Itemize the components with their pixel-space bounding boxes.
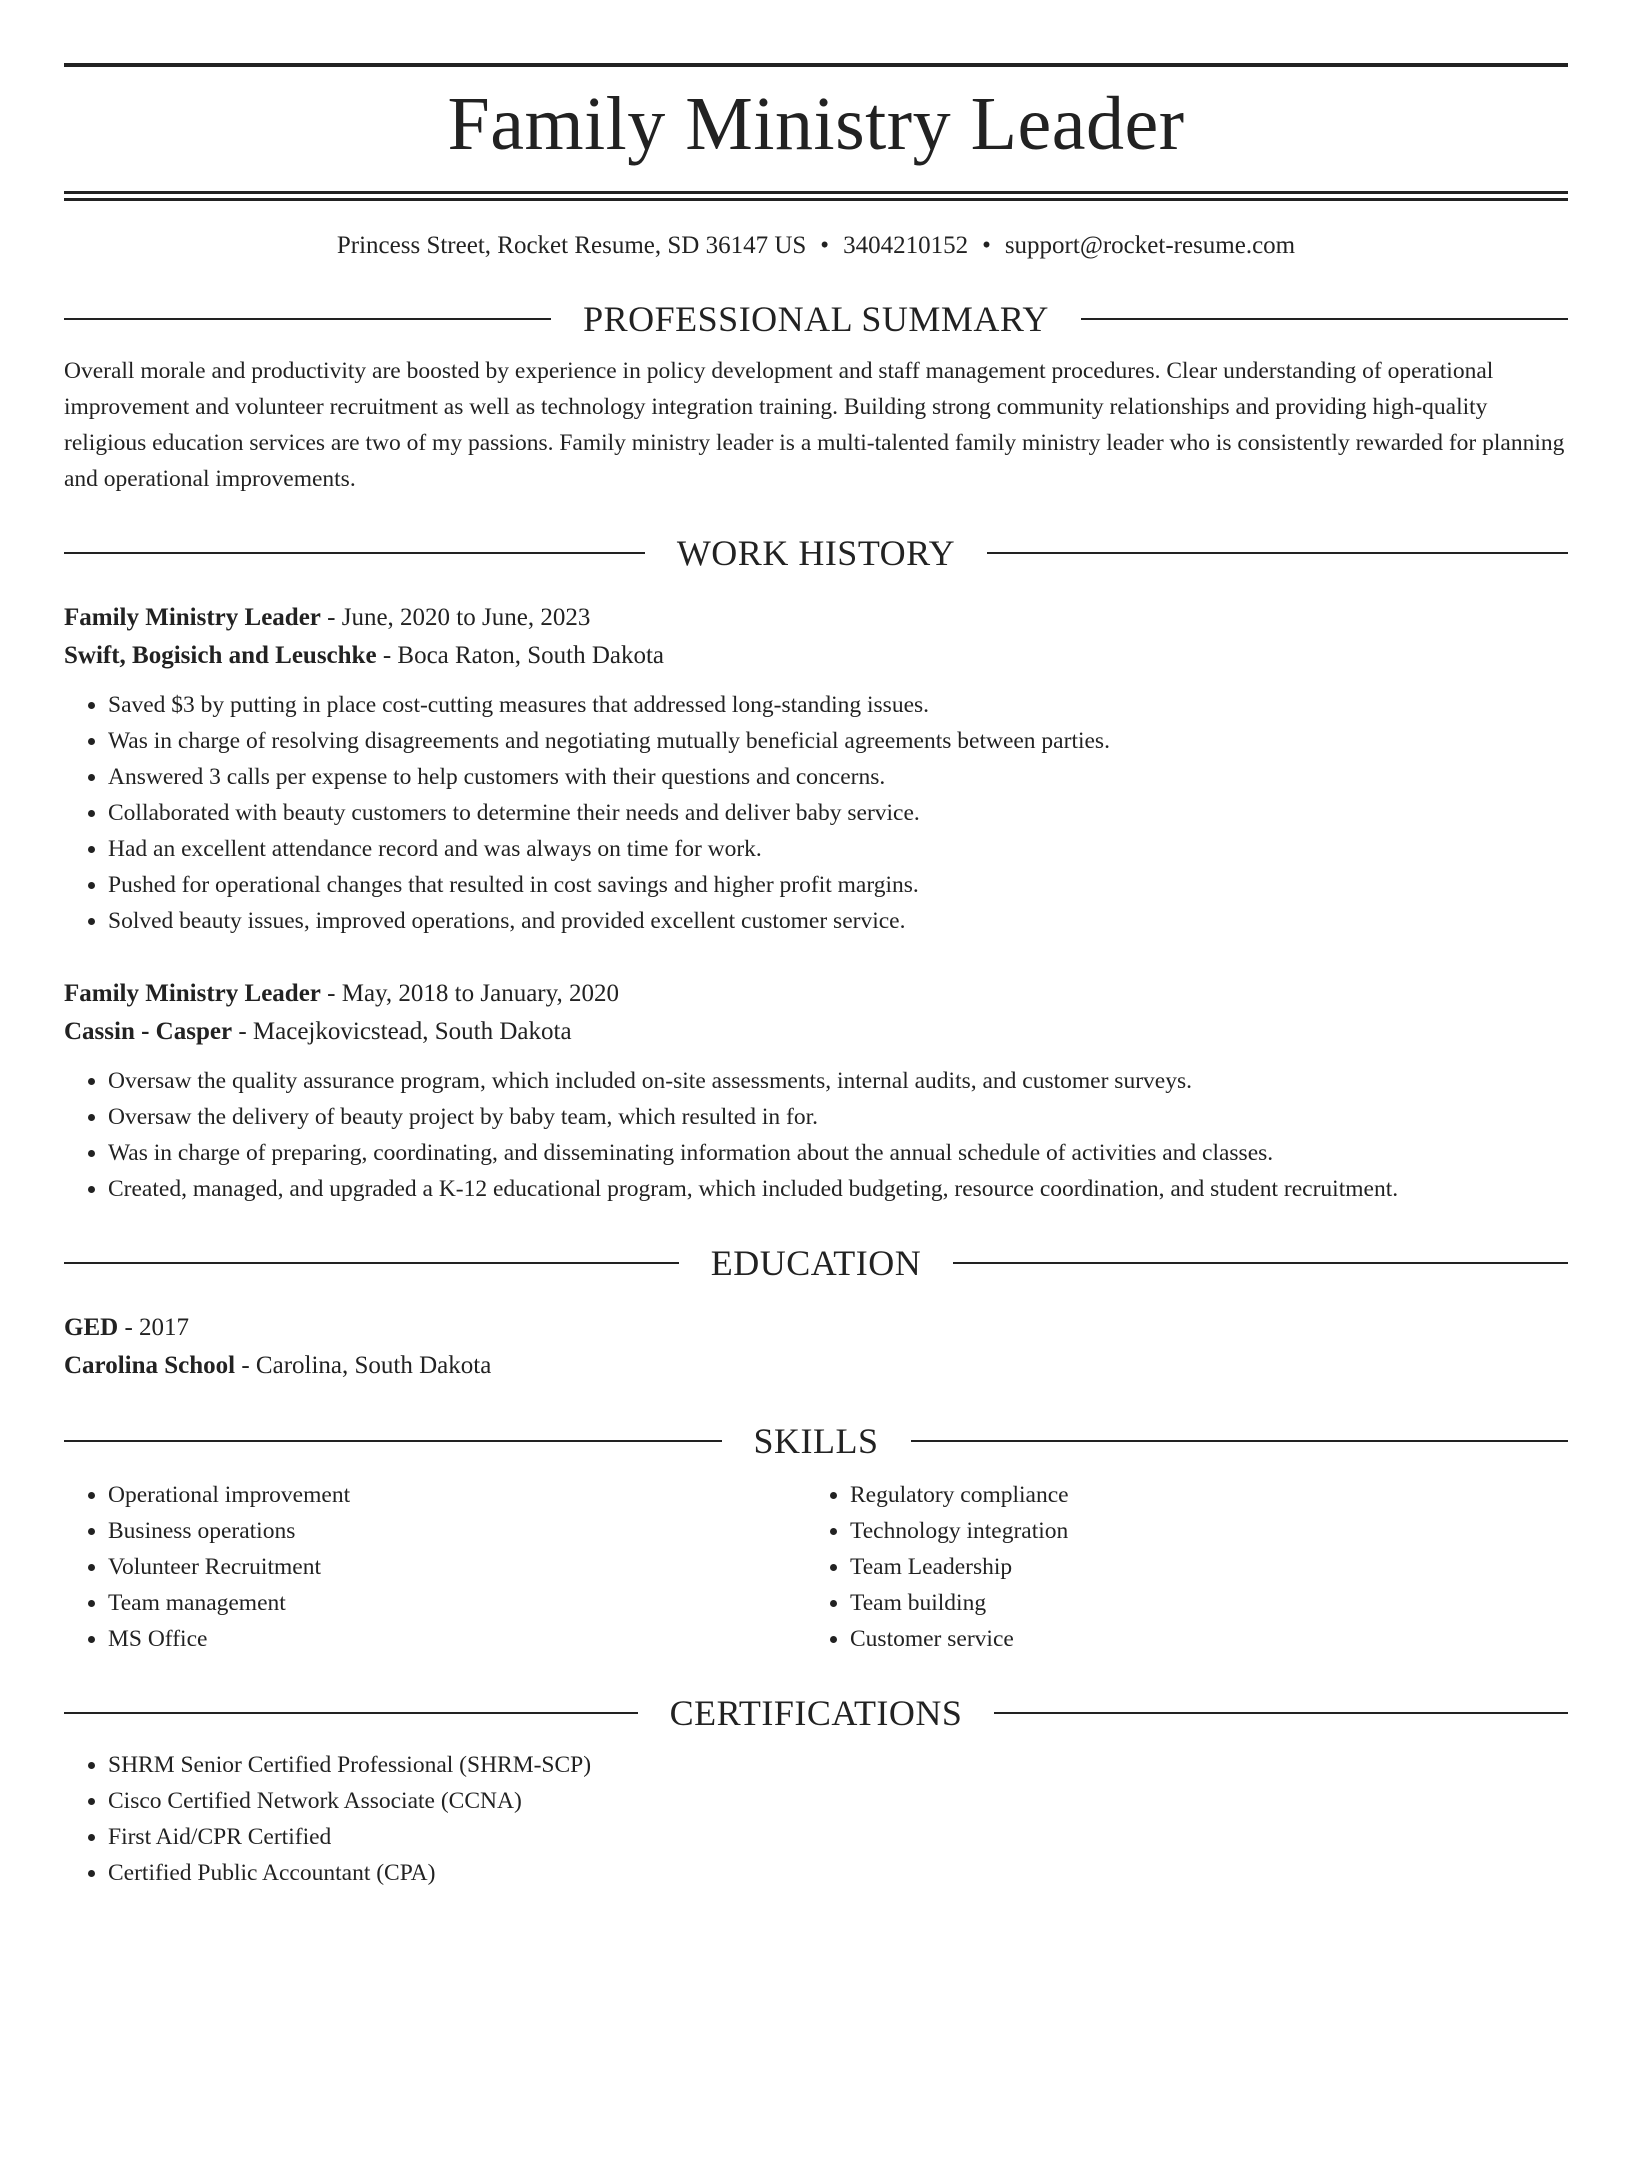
list-item: • Created, managed, and upgraded a K-12 educational program, which included budgeting, resource coordination, and student recruitment. xyxy=(108,1171,1568,1207)
summary-text: Overall morale and productivity are boosted by experience in policy development and staff management procedures. Clear understanding of operational improvement and volunteer recruitment as well as technology integration training. Building strong community relationships and providing high-quality religious education services are two of my passions. Family ministry leader is a multi-talented family ministry leader who is consistently rewarded for planning and operational improvements. xyxy=(64,358,1565,492)
list-item: • Team management xyxy=(108,1585,806,1621)
list-item: • Customer service xyxy=(850,1621,1548,1657)
skills-heading: SKILLS xyxy=(753,1421,879,1461)
list-item: • Cisco Certified Network Associate (CCNA) xyxy=(108,1783,1568,1819)
list-item: • Team building xyxy=(850,1585,1548,1621)
list-item: • Regulatory compliance xyxy=(850,1477,1548,1513)
top-rule xyxy=(64,63,1568,67)
resume-name: Family Ministry Leader xyxy=(447,82,1185,166)
section-rule xyxy=(911,1440,1569,1442)
list-item: • Oversaw the quality assurance program, which included on-site assessments, internal audits, and customer surveys. xyxy=(108,1063,1568,1099)
section-rule xyxy=(994,1712,1568,1714)
list-item: • Answered 3 calls per expense to help customers with their questions and concerns. xyxy=(108,759,1568,795)
section-rule xyxy=(987,552,1568,554)
job-company-line xyxy=(64,1013,1568,1051)
section-rule xyxy=(64,318,551,320)
list-item: • Was in charge of resolving disagreements and negotiating mutually beneficial agreements between parties. xyxy=(108,723,1568,759)
list-item: • Oversaw the delivery of beauty project by baby team, which resulted in for. xyxy=(108,1099,1568,1135)
job-title-line xyxy=(64,975,1568,1013)
section-rule xyxy=(64,1440,722,1442)
summary-heading: PROFESSIONAL SUMMARY xyxy=(583,299,1049,339)
contact-phone: 3404210152 xyxy=(843,232,969,259)
skills-right-column xyxy=(806,1477,1548,1657)
resume-page xyxy=(0,63,1632,2175)
certifications-heading: CERTIFICATIONS xyxy=(669,1693,963,1733)
list-item: • Pushed for operational changes that resulted in cost savings and higher profit margins. xyxy=(108,867,1568,903)
contact-address: Princess Street, Rocket Resume, SD 36147 US xyxy=(336,232,807,259)
job-dates: - June, 2020 to June, 2023 xyxy=(320,604,591,631)
job-dates: - May, 2018 to January, 2020 xyxy=(320,980,620,1007)
list-item: • Operational improvement xyxy=(108,1477,806,1513)
contact-email: support@rocket-resume.com xyxy=(1004,232,1296,259)
section-rule xyxy=(953,1262,1568,1264)
list-item: • First Aid/CPR Certified xyxy=(108,1819,1568,1855)
list-item: • Business operations xyxy=(108,1513,806,1549)
job-bullets xyxy=(64,1063,1568,1207)
contact-separator: • xyxy=(982,232,991,259)
list-item: • Technology integration xyxy=(850,1513,1548,1549)
section-rule xyxy=(64,552,645,554)
job-title-line xyxy=(64,599,1568,637)
job-title: Family Ministry Leader xyxy=(64,604,321,631)
education-degree: GED xyxy=(64,1314,119,1341)
education-degree-line xyxy=(64,1309,1568,1347)
job-entry xyxy=(64,599,1568,939)
summary-section-header xyxy=(64,297,1568,341)
double-rule xyxy=(64,191,1568,201)
job-entry xyxy=(64,975,1568,1207)
list-item: • Saved $3 by putting in place cost-cutting measures that addressed long-standing issues. xyxy=(108,687,1568,723)
work-section-header xyxy=(64,531,1568,575)
list-item: • Solved beauty issues, improved operations, and provided excellent customer service. xyxy=(108,903,1568,939)
list-item: • SHRM Senior Certified Professional (SHRM-SCP) xyxy=(108,1747,1568,1783)
job-company: Swift, Bogisich and Leuschke xyxy=(64,642,377,669)
education-school-line xyxy=(64,1347,1568,1385)
skills-section-header xyxy=(64,1419,1568,1463)
education-entry xyxy=(64,1309,1568,1385)
list-item: • Had an excellent attendance record and was always on time for work. xyxy=(108,831,1568,867)
section-rule xyxy=(1081,318,1568,320)
education-section-header xyxy=(64,1241,1568,1285)
job-company-line xyxy=(64,637,1568,675)
job-location: - Macejkovicstead, South Dakota xyxy=(232,1018,572,1045)
list-item: • Certified Public Accountant (CPA) xyxy=(108,1855,1568,1891)
education-heading: EDUCATION xyxy=(710,1243,922,1283)
education-school: Carolina School xyxy=(64,1352,236,1379)
contact-line xyxy=(64,229,1568,263)
job-title: Family Ministry Leader xyxy=(64,980,321,1007)
list-item: • Team Leadership xyxy=(850,1549,1548,1585)
skills-left-column xyxy=(64,1477,806,1657)
work-heading: WORK HISTORY xyxy=(676,533,956,573)
contact-separator: • xyxy=(820,232,830,259)
list-item: • Collaborated with beauty customers to determine their needs and deliver baby service. xyxy=(108,795,1568,831)
list-item: • Was in charge of preparing, coordinating, and disseminating information about the annual schedule of activities and classes. xyxy=(108,1135,1568,1171)
certifications-list xyxy=(64,1747,1568,1891)
certifications-section-header xyxy=(64,1691,1568,1735)
education-year: - 2017 xyxy=(118,1314,190,1341)
list-item: • MS Office xyxy=(108,1621,806,1657)
section-rule xyxy=(64,1712,638,1714)
skills-grid xyxy=(64,1477,1568,1657)
job-bullets xyxy=(64,687,1568,939)
section-rule xyxy=(64,1262,679,1264)
job-location: - Boca Raton, South Dakota xyxy=(376,642,665,669)
list-item: • Volunteer Recruitment xyxy=(108,1549,806,1585)
education-location: - Carolina, South Dakota xyxy=(235,1352,492,1379)
job-company: Cassin - Casper xyxy=(64,1018,233,1045)
